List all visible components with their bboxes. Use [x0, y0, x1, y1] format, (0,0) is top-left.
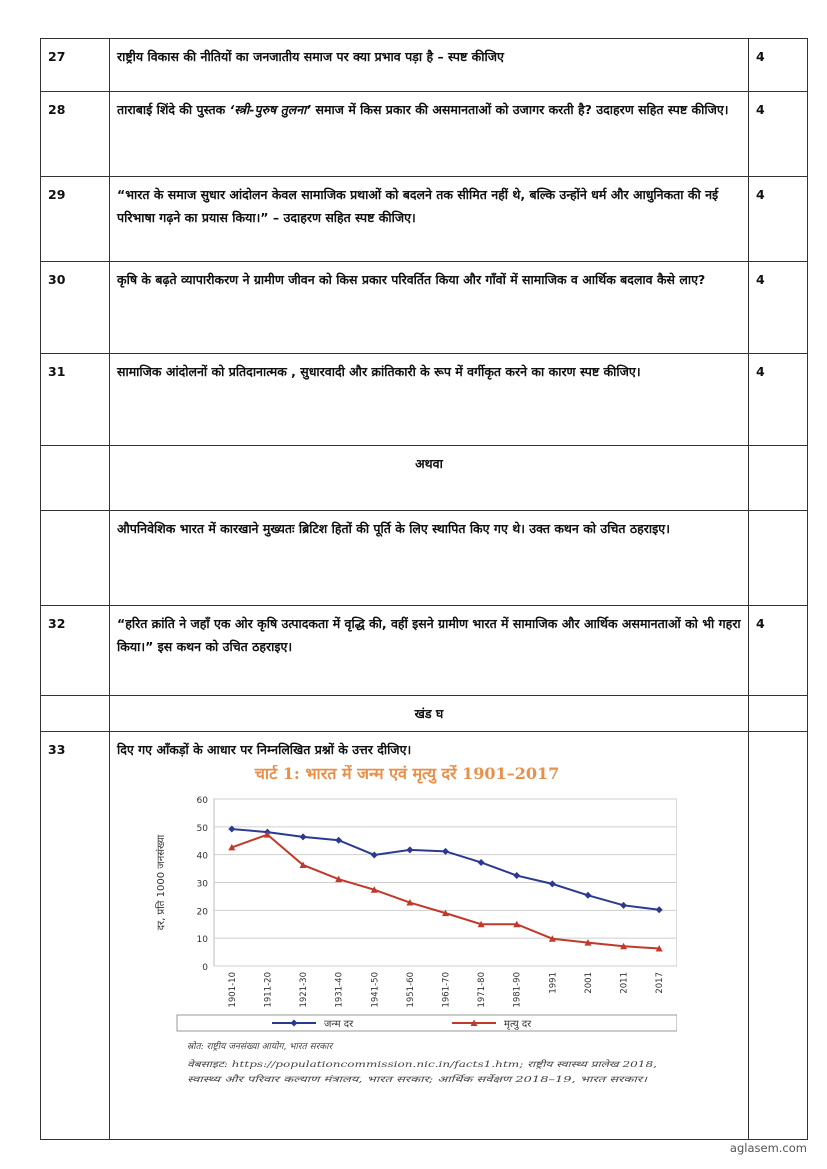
or-row: [41, 446, 808, 511]
data-point: [442, 848, 449, 855]
series-line: [232, 829, 659, 910]
chart-title: चार्ट 1: भारत में जन्म एवं मृत्यु दरें 1901–2017: [254, 765, 560, 783]
question-row: [41, 177, 808, 262]
data-point: [513, 872, 520, 879]
question-marks: 4: [749, 177, 808, 262]
y-tick-label: 40: [196, 851, 208, 862]
question-number: 28: [41, 92, 110, 177]
question-marks: 4: [749, 606, 808, 696]
x-tick-label: 1921-30: [299, 972, 310, 1008]
y-tick-label: 30: [196, 879, 208, 890]
chart-website-line: वेबसाइट: https://populationcommission.nic.in/facts1.htm; राष्ट्रीय स्वास्थ्य प्रालेख 2018,: [187, 1060, 519, 1070]
data-point: [620, 902, 627, 909]
or-label: अथवा: [110, 446, 749, 511]
question-marks: 4: [749, 354, 808, 446]
question-text: औपनिवेशिक भारत में कारखाने मुख्यतः ब्रिटिश हितों की पूर्ति के लिए स्थापित किए गए थे। उक्त कथन को उचित ठहराइए।: [110, 511, 749, 606]
question-number: 27: [41, 39, 110, 92]
section-heading: खंड घ: [110, 696, 749, 732]
question-row: [41, 732, 808, 1140]
x-tick-label: 1961-70: [441, 972, 452, 1008]
question-text: सामाजिक आंदोलनों को प्रतिदानात्मक , सुधारवादी और क्रांतिकारी के रूप में वर्गीकृत करने का कारण स्पष्ट कीजिए।: [110, 354, 749, 446]
data-point: [584, 892, 591, 899]
y-tick-label: 0: [202, 963, 208, 973]
x-tick-label: 1991: [548, 972, 559, 994]
y-tick-label: 20: [196, 907, 208, 918]
x-tick-label: 1971-80: [477, 972, 488, 1008]
x-tick-label: 1931-40: [334, 972, 345, 1008]
footer-site: aglasem.com: [729, 1141, 807, 1155]
y-axis-label: दर, प्रति 1000 जनसंख्या: [156, 834, 167, 931]
data-point: [335, 837, 342, 844]
question-text: दिए गए आँकड़ों के आधार पर निम्नलिखित प्रश्नों के उत्तर दीजिए।: [117, 742, 412, 757]
question-row: [41, 354, 808, 446]
question-text-part: समाज में किस प्रकार की असमानताओं को उजागर करती है? उदाहरण सहित स्पष्ट कीजिए।: [311, 102, 729, 117]
x-tick-label: 2011: [619, 972, 630, 994]
y-tick-label: 50: [196, 823, 208, 834]
data-point: [300, 833, 307, 840]
x-tick-label: 1901-10: [227, 972, 238, 1008]
question-table: [40, 38, 808, 1140]
question-text-with-chart: [110, 732, 749, 1140]
x-tick-label: 1951-60: [405, 972, 416, 1008]
data-point: [406, 846, 413, 853]
question-text: कृषि के बढ़ते व्यापारीकरण ने ग्रामीण जीवन को किस प्रकार परिवर्तित किया और गाँवों में सामाजिक व आर्थिक बदलाव कैसे लाए?: [110, 262, 749, 354]
legend-box: [177, 1015, 677, 1031]
question-marks: 4: [749, 39, 808, 92]
question-text: [110, 92, 749, 177]
question-number: 33: [41, 732, 110, 1140]
section-row: [41, 696, 808, 732]
x-tick-label: 1941-50: [370, 972, 381, 1008]
question-number: 32: [41, 606, 110, 696]
x-tick-label: 1911-20: [263, 972, 274, 1008]
legend-label: जन्म दर: [324, 1019, 354, 1030]
legend-marker: [291, 1020, 298, 1027]
question-row: [41, 511, 808, 606]
question-text: राष्ट्रीय विकास की नीतियों का जनजातीय समाज पर क्या प्रभाव पड़ा है – स्पष्ट कीजिए: [110, 39, 749, 92]
question-marks: 4: [749, 92, 808, 177]
birth-death-rate-chart: [117, 765, 677, 1085]
legend-label: मृत्यु दर: [504, 1019, 532, 1030]
question-text: “भारत के समाज सुधार आंदोलन केवल सामाजिक प्रथाओं को बदलने तक सीमित नहीं थे, बल्कि उन्होंने धर्म और आधुनिकता की नई परिभाषा गढ़ने का प्रयास किया।” – उदाहरण सहित स्पष्ट कीजिए।: [110, 177, 749, 262]
question-text: “हरित क्रांति ने जहाँ एक ओर कृषि उत्पादकता में वृद्धि की, वहीं इसने ग्रामीण भारत में सामाजिक और आर्थिक असमानताओं को भी गहरा किया।” इस कथन को उचित ठहराइए।: [110, 606, 749, 696]
book-title: ‘स्त्री-पुरुष तुलना’: [229, 102, 312, 117]
question-number: 30: [41, 262, 110, 354]
question-row: [41, 262, 808, 354]
data-point: [371, 851, 378, 858]
data-point: [549, 880, 556, 887]
chart-container: [117, 765, 677, 1085]
question-number: 29: [41, 177, 110, 262]
y-tick-label: 10: [196, 935, 208, 946]
x-tick-label: 2001: [583, 972, 594, 994]
data-point: [478, 859, 485, 866]
question-text-part: ताराबाई शिंदे की पुस्तक: [117, 102, 230, 117]
question-number: 31: [41, 354, 110, 446]
data-point: [656, 906, 663, 913]
x-tick-label: 2017: [655, 972, 666, 994]
question-row: [41, 92, 808, 177]
chart-website-line: स्वास्थ्य और परिवार कल्याण मंत्रालय, भारत सरकार; आर्थिक सर्वेक्षण 2018–19, भारत सरकार।: [187, 1075, 488, 1085]
chart-source: स्रोत: राष्ट्रीय जनसंख्या आयोग, भारत सरकार: [187, 1042, 333, 1052]
question-row: [41, 39, 808, 92]
y-tick-label: 60: [196, 796, 208, 806]
question-row: [41, 606, 808, 696]
question-marks: 4: [749, 262, 808, 354]
x-tick-label: 1981-90: [512, 972, 523, 1008]
